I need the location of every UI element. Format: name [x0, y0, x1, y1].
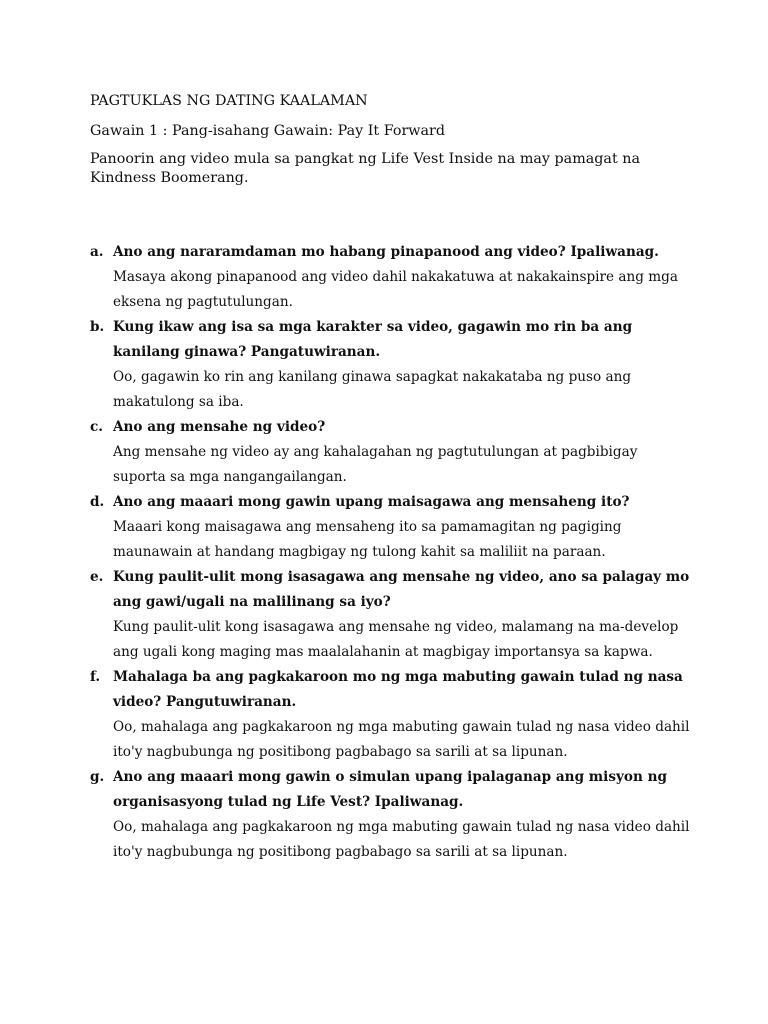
question-list: [90, 240, 690, 865]
question-text: Kung paulit-ulit mong isasagawa ang mensahe ng video, ano sa palagay mo ang gawi/ugali na malilinang sa iyo?: [113, 569, 690, 610]
answer-text: Kung paulit-ulit kong isasagawa ang mensahe ng video, malamang na ma-develop ang ugali kong maging mas maalalahanin at magbigay importansya sa kapwa.: [113, 619, 679, 660]
question-text: Ano ang mensahe ng video?: [113, 419, 326, 435]
question-text: Mahalaga ba ang pagkakaroon mo ng mga mabuting gawain tulad ng nasa video? Pangutuwiranan.: [113, 669, 683, 710]
activity-title: Gawain 1 : Pang-isahang Gawain: Pay It Forward: [90, 123, 446, 139]
answer-text: Oo, mahalaga ang pagkakaroon ng mga mabuting gawain tulad ng nasa video dahil ito'y nagbubunga ng positibong pagbabago sa sarili at sa lipunan.: [113, 719, 690, 760]
question-text: Ano ang maaari mong gawin o simulan upang ipalaganap ang misyon ng organisasyong tulad ng Life Vest? Ipaliwanag.: [113, 769, 667, 810]
question-item-a: [90, 240, 690, 315]
answer-text: Oo, mahalaga ang pagkakaroon ng mga mabuting gawain tulad ng nasa video dahil ito'y nagbubunga ng positibong pagbabago sa sarili at sa lipunan.: [113, 819, 690, 860]
instruction-text: Panoorin ang video mula sa pangkat ng Life Vest Inside na may pamagat na Kindness Boomerang.: [90, 151, 640, 186]
question-letter: e.: [90, 569, 104, 585]
question-letter: a.: [90, 244, 104, 260]
answer-text: Masaya akong pinapanood ang video dahil nakakatuwa at nakakainspire ang mga eksena ng pagtutulungan.: [113, 269, 678, 310]
question-text: Ano ang maaari mong gawin upang maisagawa ang mensaheng ito?: [113, 494, 630, 510]
question-letter: g.: [90, 769, 105, 785]
question-item-g: [90, 765, 690, 865]
question-item-f: [90, 665, 690, 765]
question-letter: f.: [90, 669, 101, 685]
question-item-e: [90, 565, 690, 665]
question-item-c: [90, 415, 690, 490]
question-text: Ano ang nararamdaman mo habang pinapanood ang video? Ipaliwanag.: [113, 244, 659, 260]
answer-text: Maaari kong maisagawa ang mensaheng ito sa pamamagitan ng pagiging maunawain at handang magbigay ng tulong kahit sa maliliit na paraan.: [113, 519, 622, 560]
question-text: Kung ikaw ang isa sa mga karakter sa video, gagawin mo rin ba ang kanilang ginawa? Pangatuwiranan.: [113, 319, 633, 360]
answer-text: Ang mensahe ng video ay ang kahalagahan ng pagtutulungan at pagbibigay suporta sa mga nangangailangan.: [113, 444, 638, 485]
document-title: PAGTUKLAS NG DATING KAALAMAN: [90, 93, 368, 109]
question-item-d: [90, 490, 690, 565]
question-letter: c.: [90, 419, 104, 435]
question-letter: d.: [90, 494, 105, 510]
question-letter: b.: [90, 319, 105, 335]
question-item-b: [90, 315, 690, 415]
answer-text: Oo, gagawin ko rin ang kanilang ginawa sapagkat nakakataba ng puso ang makatulong sa iba.: [113, 369, 632, 410]
